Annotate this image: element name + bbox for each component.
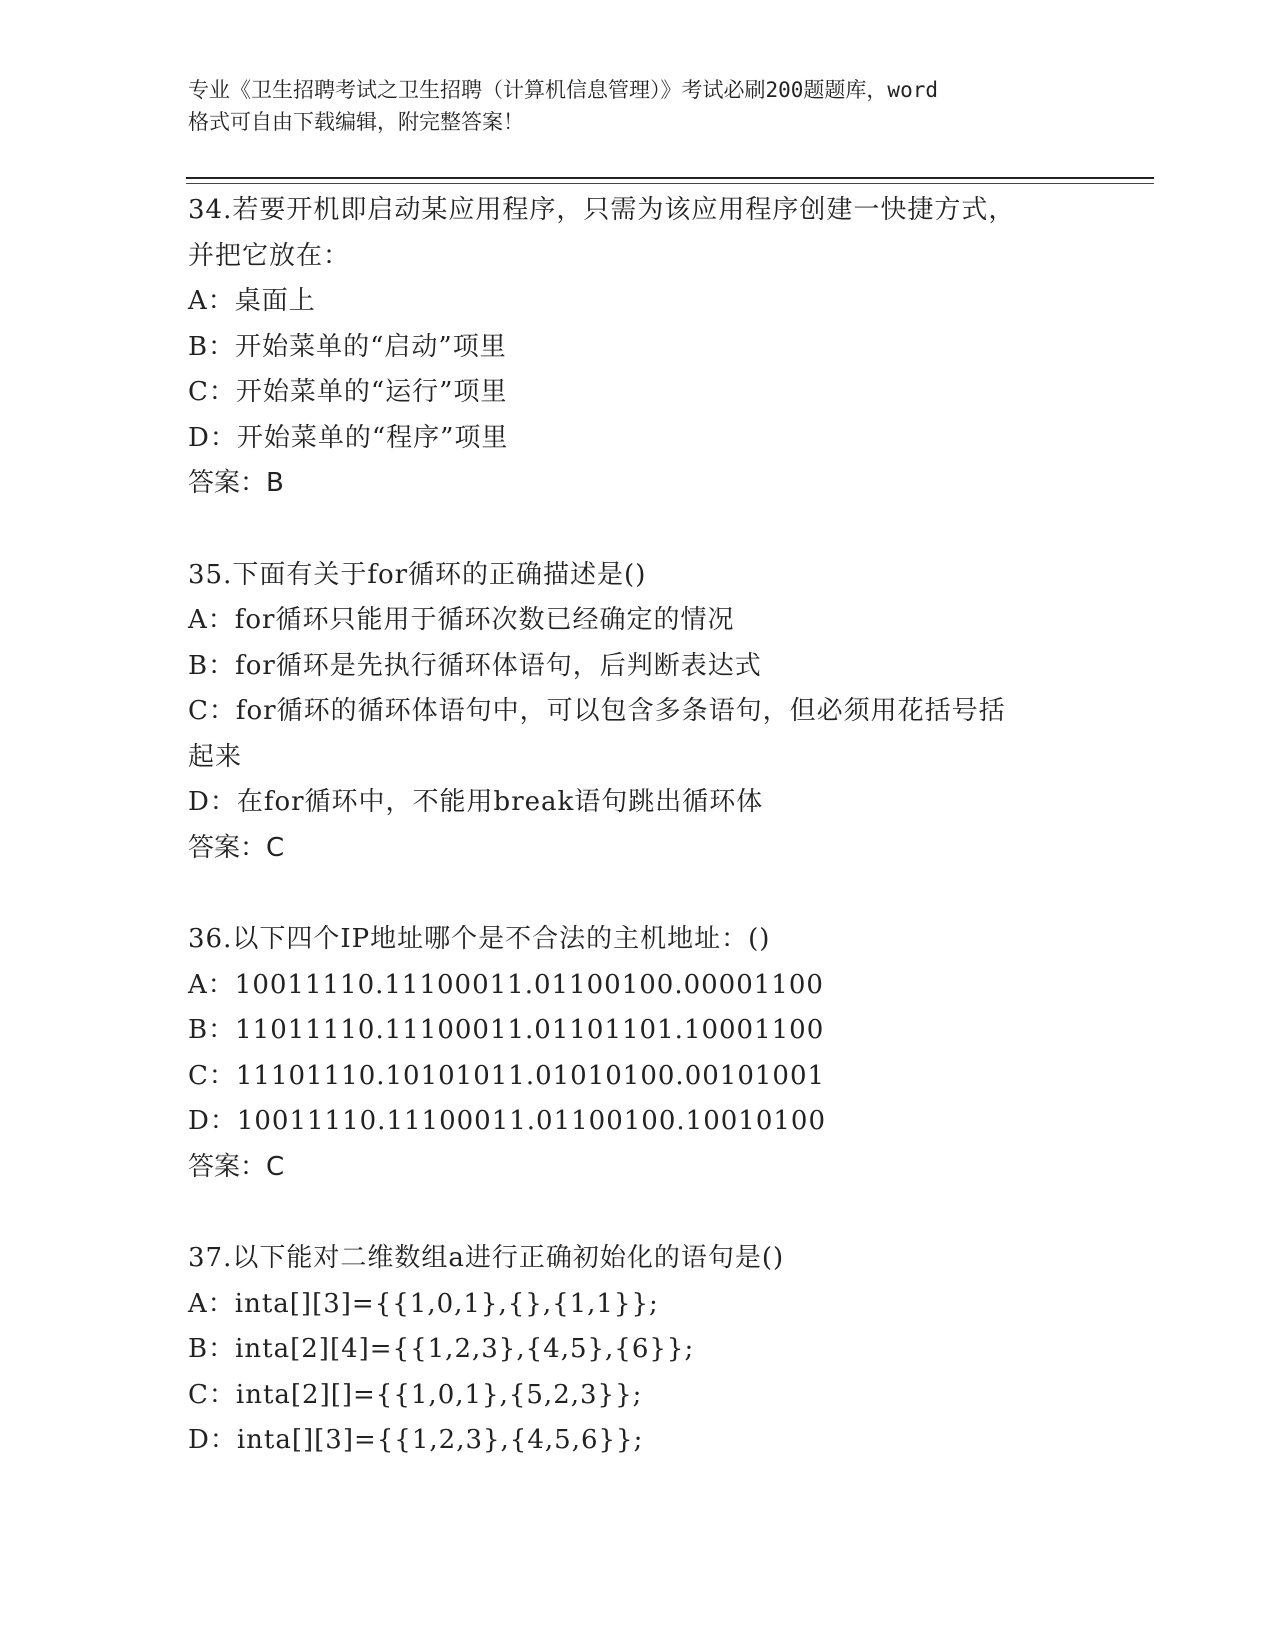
question-34	[188, 188, 1148, 507]
answer-label: 答案：B	[188, 468, 284, 498]
header-line-1: 专业《卫生招聘考试之卫生招聘（计算机信息管理）》考试必刷200题题库，word	[188, 78, 938, 102]
option-d: D：inta[][3]={{1,2,3},{4,5,6}};	[188, 1425, 644, 1455]
header-line-2: 格式可自由下载编辑，附完整答案！	[188, 110, 524, 134]
option-c: C：inta[2][]={{1,0,1},{5,2,3}};	[188, 1379, 643, 1410]
document-header	[188, 74, 1088, 138]
question-spacer	[188, 1190, 1148, 1236]
question-35	[188, 553, 1148, 872]
option-b: B：11011110.11100011.01101101.10001100	[188, 1015, 825, 1045]
question-spacer	[188, 507, 1148, 553]
answer-label: 答案：C	[188, 832, 285, 863]
option-c: C：11101110.10101011.01010100.00101001	[188, 1060, 826, 1091]
option-d: D：10011110.11100011.01100100.10010100	[188, 1106, 826, 1136]
option-c: C：for循环的循环体语句中，可以包含多条语句，但必须用花括号括	[188, 696, 1006, 726]
option-c-continued: 起来	[188, 741, 243, 772]
question-stem: 35.下面有关于for循环的正确描述是()	[188, 559, 647, 590]
question-37	[188, 1236, 1148, 1464]
option-a: A：10011110.11100011.01100100.00001100	[188, 969, 824, 1000]
question-36	[188, 917, 1148, 1190]
question-list	[188, 188, 1148, 1464]
header-divider-thick	[186, 177, 1154, 179]
option-a: A：inta[][3]={{1,0,1},{},{1,1}};	[188, 1288, 659, 1319]
question-stem: 并把它放在：	[188, 240, 351, 271]
header-divider-thin	[186, 183, 1154, 184]
question-stem: 37.以下能对二维数组a进行正确初始化的语句是()	[188, 1243, 785, 1273]
question-stem: 36.以下四个IP地址哪个是不合法的主机地址：()	[188, 924, 771, 954]
answer-label: 答案：C	[188, 1151, 285, 1182]
option-b: B：开始菜单的“启动”项里	[188, 331, 507, 362]
option-d: D：在for循环中，不能用break语句跳出循环体	[188, 787, 764, 817]
option-c: C：开始菜单的“运行”项里	[188, 377, 508, 407]
option-b: B：for循环是先执行循环体语句，后判断表达式	[188, 650, 762, 681]
question-stem: 34.若要开机即启动某应用程序，只需为该应用程序创建一快捷方式，	[188, 195, 1016, 225]
option-a: A：桌面上	[188, 286, 316, 316]
option-d: D：开始菜单的“程序”项里	[188, 422, 509, 453]
option-b: B：inta[2][4]={{1,2,3},{4,5},{6}};	[188, 1334, 695, 1364]
question-spacer	[188, 871, 1148, 917]
option-a: A：for循环只能用于循环次数已经确定的情况	[188, 605, 735, 635]
